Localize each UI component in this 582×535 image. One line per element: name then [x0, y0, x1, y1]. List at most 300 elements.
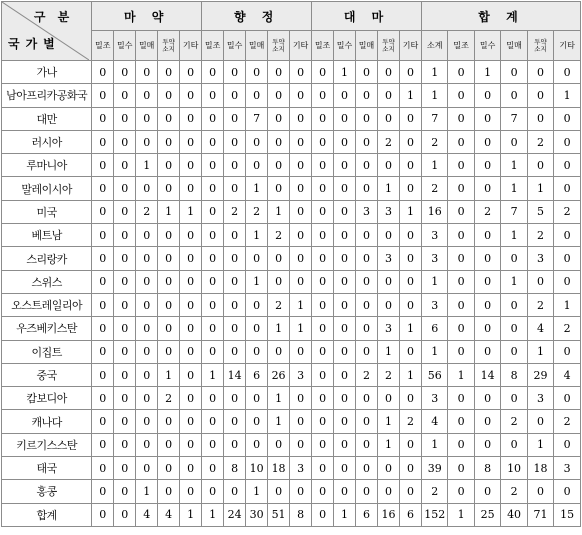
group-header-psychotropics: 향 정 [202, 2, 312, 31]
value-cell: 0 [399, 177, 421, 200]
value-cell: 0 [474, 317, 500, 340]
value-cell: 0 [114, 480, 136, 503]
value-cell: 0 [158, 457, 180, 480]
subheader-psychotropics-2: 밀매 [246, 31, 268, 61]
value-cell: 0 [312, 410, 334, 433]
value-cell: 0 [312, 293, 334, 316]
value-cell: 0 [158, 84, 180, 107]
value-cell: 2 [246, 200, 268, 223]
value-cell: 0 [474, 177, 500, 200]
subheader-narcotics-0: 밀조 [92, 31, 114, 61]
country-name-cell: 이집트 [2, 340, 92, 363]
value-cell: 0 [268, 84, 290, 107]
value-cell: 1 [421, 433, 447, 456]
value-cell: 1 [399, 363, 421, 386]
value-cell: 0 [92, 84, 114, 107]
country-name-cell: 가나 [2, 61, 92, 84]
value-cell: 0 [356, 177, 378, 200]
value-cell: 0 [224, 130, 246, 153]
table-row [2, 84, 581, 107]
value-cell: 25 [474, 503, 500, 526]
value-cell: 0 [290, 410, 312, 433]
value-cell: 2 [527, 130, 553, 153]
value-cell: 2 [421, 177, 447, 200]
value-cell: 0 [312, 480, 334, 503]
value-cell: 1 [554, 84, 581, 107]
value-cell: 1 [399, 84, 421, 107]
value-cell: 0 [501, 130, 527, 153]
subheader-total-2: 밀수 [474, 31, 500, 61]
value-cell: 0 [527, 107, 553, 130]
value-cell: 0 [92, 387, 114, 410]
value-cell: 0 [312, 200, 334, 223]
value-cell: 0 [202, 154, 224, 177]
subheader-cannabis-4: 기타 [399, 31, 421, 61]
value-cell: 1 [246, 224, 268, 247]
value-cell: 0 [92, 154, 114, 177]
value-cell: 0 [136, 130, 158, 153]
country-name-cell: 스리랑카 [2, 247, 92, 270]
subheader-psychotropics-4: 기타 [290, 31, 312, 61]
table-row [2, 200, 581, 223]
value-cell: 0 [399, 247, 421, 270]
value-cell: 0 [224, 247, 246, 270]
value-cell: 0 [448, 84, 474, 107]
value-cell: 0 [290, 107, 312, 130]
subheader-psychotropics-3: 투약 소지 [268, 31, 290, 61]
table-row [2, 340, 581, 363]
value-cell: 0 [474, 387, 500, 410]
value-cell: 2 [399, 410, 421, 433]
value-cell: 0 [136, 107, 158, 130]
value-cell: 0 [136, 433, 158, 456]
table-row [2, 154, 581, 177]
value-cell: 0 [312, 340, 334, 363]
value-cell: 0 [92, 457, 114, 480]
value-cell: 14 [224, 363, 246, 386]
value-cell: 0 [180, 130, 202, 153]
value-cell: 0 [399, 433, 421, 456]
value-cell: 26 [268, 363, 290, 386]
value-cell: 0 [92, 177, 114, 200]
value-cell: 4 [421, 410, 447, 433]
value-cell: 51 [268, 503, 290, 526]
value-cell: 1 [501, 177, 527, 200]
value-cell: 1 [268, 200, 290, 223]
value-cell: 0 [268, 61, 290, 84]
value-cell: 1 [399, 200, 421, 223]
value-cell: 0 [158, 317, 180, 340]
value-cell: 0 [246, 317, 268, 340]
value-cell: 0 [334, 340, 356, 363]
value-cell: 0 [136, 177, 158, 200]
value-cell: 0 [114, 200, 136, 223]
value-cell: 0 [312, 247, 334, 270]
value-cell: 0 [246, 293, 268, 316]
value-cell: 0 [290, 130, 312, 153]
value-cell: 1 [246, 480, 268, 503]
value-cell: 0 [334, 293, 356, 316]
value-cell: 0 [527, 270, 553, 293]
value-cell: 0 [92, 107, 114, 130]
value-cell: 1 [290, 293, 312, 316]
value-cell: 0 [501, 84, 527, 107]
value-cell: 0 [334, 107, 356, 130]
value-cell: 0 [377, 154, 399, 177]
value-cell: 0 [224, 293, 246, 316]
value-cell: 1 [448, 363, 474, 386]
value-cell: 0 [356, 107, 378, 130]
value-cell: 1 [202, 503, 224, 526]
subheader-narcotics-1: 밀수 [114, 31, 136, 61]
value-cell: 0 [136, 457, 158, 480]
value-cell: 0 [448, 340, 474, 363]
value-cell: 0 [92, 503, 114, 526]
value-cell: 0 [377, 293, 399, 316]
value-cell: 0 [290, 84, 312, 107]
value-cell: 0 [356, 293, 378, 316]
country-name-cell: 미국 [2, 200, 92, 223]
value-cell: 0 [356, 84, 378, 107]
value-cell: 4 [554, 363, 581, 386]
value-cell: 0 [136, 61, 158, 84]
value-cell: 71 [527, 503, 553, 526]
value-cell: 0 [180, 270, 202, 293]
value-cell: 0 [399, 270, 421, 293]
value-cell: 0 [224, 340, 246, 363]
value-cell: 0 [290, 200, 312, 223]
value-cell: 0 [290, 154, 312, 177]
value-cell: 0 [554, 433, 581, 456]
value-cell: 3 [377, 317, 399, 340]
value-cell: 0 [92, 270, 114, 293]
value-cell: 0 [554, 224, 581, 247]
value-cell: 3 [290, 363, 312, 386]
value-cell: 0 [268, 340, 290, 363]
value-cell: 1 [377, 177, 399, 200]
drug-crime-table-container [1, 1, 581, 527]
table-row-total [2, 503, 581, 526]
value-cell: 0 [202, 200, 224, 223]
value-cell: 0 [334, 363, 356, 386]
value-cell: 0 [474, 270, 500, 293]
value-cell: 0 [202, 410, 224, 433]
value-cell: 30 [246, 503, 268, 526]
corner-label-category: 구 분 [33, 10, 74, 24]
subheader-cannabis-1: 밀수 [334, 31, 356, 61]
value-cell: 0 [312, 130, 334, 153]
subheader-cannabis-0: 밀조 [312, 31, 334, 61]
value-cell: 1 [501, 154, 527, 177]
value-cell: 0 [474, 247, 500, 270]
value-cell: 1 [501, 270, 527, 293]
value-cell: 0 [527, 154, 553, 177]
group-header-narcotics: 마 약 [92, 2, 202, 31]
value-cell: 0 [334, 433, 356, 456]
value-cell: 152 [421, 503, 447, 526]
value-cell: 7 [246, 107, 268, 130]
value-cell: 0 [554, 107, 581, 130]
value-cell: 0 [246, 410, 268, 433]
value-cell: 0 [224, 480, 246, 503]
value-cell: 0 [114, 61, 136, 84]
value-cell: 0 [554, 387, 581, 410]
value-cell: 0 [474, 480, 500, 503]
value-cell: 10 [246, 457, 268, 480]
value-cell: 0 [554, 130, 581, 153]
value-cell: 4 [158, 503, 180, 526]
value-cell: 2 [474, 200, 500, 223]
value-cell: 0 [114, 293, 136, 316]
value-cell: 0 [202, 293, 224, 316]
value-cell: 0 [246, 247, 268, 270]
value-cell: 0 [290, 387, 312, 410]
value-cell: 0 [246, 61, 268, 84]
subheader-total-4: 투약 소지 [527, 31, 553, 61]
value-cell: 0 [114, 387, 136, 410]
value-cell: 4 [136, 503, 158, 526]
value-cell: 0 [114, 270, 136, 293]
value-cell: 0 [474, 84, 500, 107]
value-cell: 0 [448, 107, 474, 130]
value-cell: 0 [180, 247, 202, 270]
value-cell: 0 [114, 457, 136, 480]
value-cell: 0 [356, 410, 378, 433]
value-cell: 0 [92, 480, 114, 503]
value-cell: 1 [421, 84, 447, 107]
value-cell: 0 [356, 61, 378, 84]
value-cell: 0 [527, 410, 553, 433]
value-cell: 0 [92, 317, 114, 340]
value-cell: 0 [356, 387, 378, 410]
group-header-cannabis: 대 마 [312, 2, 422, 31]
value-cell: 0 [399, 107, 421, 130]
value-cell: 0 [136, 387, 158, 410]
value-cell: 0 [180, 317, 202, 340]
value-cell: 2 [554, 317, 581, 340]
value-cell: 0 [448, 177, 474, 200]
value-cell: 1 [268, 317, 290, 340]
value-cell: 0 [246, 387, 268, 410]
value-cell: 39 [421, 457, 447, 480]
value-cell: 2 [136, 200, 158, 223]
value-cell: 2 [356, 363, 378, 386]
value-cell: 0 [474, 224, 500, 247]
value-cell: 0 [268, 107, 290, 130]
value-cell: 0 [501, 340, 527, 363]
value-cell: 0 [246, 84, 268, 107]
value-cell: 0 [356, 317, 378, 340]
subheader-cannabis-3: 투약 소지 [377, 31, 399, 61]
value-cell: 0 [554, 177, 581, 200]
value-cell: 0 [448, 154, 474, 177]
subheader-psychotropics-1: 밀수 [224, 31, 246, 61]
value-cell: 0 [356, 130, 378, 153]
value-cell: 0 [158, 293, 180, 316]
table-row [2, 410, 581, 433]
value-cell: 0 [158, 480, 180, 503]
value-cell: 1 [421, 270, 447, 293]
value-cell: 0 [202, 317, 224, 340]
value-cell: 0 [399, 224, 421, 247]
value-cell: 0 [224, 84, 246, 107]
value-cell: 0 [92, 61, 114, 84]
value-cell: 0 [356, 340, 378, 363]
value-cell: 0 [136, 317, 158, 340]
value-cell: 0 [448, 61, 474, 84]
value-cell: 2 [377, 130, 399, 153]
value-cell: 0 [312, 107, 334, 130]
table-row [2, 387, 581, 410]
value-cell: 8 [290, 503, 312, 526]
value-cell: 0 [158, 433, 180, 456]
value-cell: 0 [312, 177, 334, 200]
value-cell: 0 [501, 387, 527, 410]
value-cell: 0 [399, 293, 421, 316]
value-cell: 0 [92, 340, 114, 363]
value-cell: 0 [158, 107, 180, 130]
value-cell: 3 [421, 224, 447, 247]
value-cell: 0 [202, 130, 224, 153]
value-cell: 2 [268, 293, 290, 316]
value-cell: 0 [114, 224, 136, 247]
value-cell: 0 [334, 410, 356, 433]
value-cell: 0 [501, 293, 527, 316]
value-cell: 0 [180, 410, 202, 433]
value-cell: 0 [448, 270, 474, 293]
value-cell: 0 [448, 410, 474, 433]
value-cell: 0 [377, 84, 399, 107]
value-cell: 0 [114, 503, 136, 526]
value-cell: 0 [399, 154, 421, 177]
value-cell: 8 [501, 363, 527, 386]
value-cell: 0 [92, 363, 114, 386]
value-cell: 0 [224, 410, 246, 433]
value-cell: 56 [421, 363, 447, 386]
value-cell: 15 [554, 503, 581, 526]
subheader-narcotics-2: 밀매 [136, 31, 158, 61]
header-row-groups [2, 2, 581, 31]
value-cell: 0 [180, 154, 202, 177]
value-cell: 3 [421, 387, 447, 410]
value-cell: 1 [527, 340, 553, 363]
value-cell: 0 [224, 317, 246, 340]
value-cell: 1 [180, 503, 202, 526]
value-cell: 0 [180, 387, 202, 410]
value-cell: 0 [202, 61, 224, 84]
value-cell: 0 [448, 317, 474, 340]
value-cell: 1 [290, 317, 312, 340]
value-cell: 0 [474, 410, 500, 433]
value-cell: 0 [114, 130, 136, 153]
value-cell: 7 [501, 107, 527, 130]
table-row [2, 433, 581, 456]
value-cell: 0 [92, 130, 114, 153]
value-cell: 0 [180, 363, 202, 386]
subheader-narcotics-4: 기타 [180, 31, 202, 61]
value-cell: 0 [180, 61, 202, 84]
value-cell: 3 [554, 457, 581, 480]
table-row [2, 177, 581, 200]
value-cell: 1 [268, 387, 290, 410]
value-cell: 0 [224, 154, 246, 177]
value-cell: 0 [136, 340, 158, 363]
value-cell: 0 [202, 107, 224, 130]
value-cell: 2 [554, 200, 581, 223]
value-cell: 0 [180, 433, 202, 456]
value-cell: 0 [448, 457, 474, 480]
value-cell: 0 [158, 61, 180, 84]
value-cell: 0 [202, 340, 224, 363]
value-cell: 0 [136, 293, 158, 316]
country-name-cell: 홍콩 [2, 480, 92, 503]
value-cell: 0 [448, 293, 474, 316]
value-cell: 4 [527, 317, 553, 340]
value-cell: 0 [474, 107, 500, 130]
country-name-cell: 루마니아 [2, 154, 92, 177]
country-name-cell: 대만 [2, 107, 92, 130]
value-cell: 0 [114, 154, 136, 177]
value-cell: 1 [136, 154, 158, 177]
value-cell: 0 [114, 247, 136, 270]
value-cell: 0 [334, 247, 356, 270]
value-cell: 1 [377, 433, 399, 456]
value-cell: 0 [290, 270, 312, 293]
value-cell: 2 [421, 480, 447, 503]
value-cell: 0 [448, 387, 474, 410]
value-cell: 2 [268, 224, 290, 247]
value-cell: 0 [554, 270, 581, 293]
value-cell: 6 [246, 363, 268, 386]
value-cell: 3 [527, 247, 553, 270]
value-cell: 0 [158, 410, 180, 433]
value-cell: 1 [399, 317, 421, 340]
value-cell: 0 [501, 317, 527, 340]
value-cell: 0 [474, 340, 500, 363]
value-cell: 1 [136, 480, 158, 503]
value-cell: 0 [554, 154, 581, 177]
value-cell: 0 [554, 340, 581, 363]
value-cell: 2 [527, 224, 553, 247]
table-row [2, 363, 581, 386]
value-cell: 0 [202, 247, 224, 270]
value-cell: 0 [158, 270, 180, 293]
value-cell: 0 [202, 457, 224, 480]
value-cell: 18 [268, 457, 290, 480]
value-cell: 8 [474, 457, 500, 480]
value-cell: 2 [377, 363, 399, 386]
value-cell: 2 [158, 387, 180, 410]
value-cell: 0 [180, 224, 202, 247]
value-cell: 0 [224, 387, 246, 410]
value-cell: 0 [527, 84, 553, 107]
value-cell: 0 [224, 107, 246, 130]
value-cell: 0 [268, 130, 290, 153]
value-cell: 1 [421, 61, 447, 84]
value-cell: 2 [554, 410, 581, 433]
value-cell: 1 [474, 61, 500, 84]
subheader-total-1: 밀조 [448, 31, 474, 61]
value-cell: 0 [158, 154, 180, 177]
value-cell: 0 [114, 177, 136, 200]
value-cell: 1 [180, 200, 202, 223]
value-cell: 0 [334, 480, 356, 503]
value-cell: 1 [202, 363, 224, 386]
value-cell: 0 [136, 247, 158, 270]
value-cell: 0 [92, 293, 114, 316]
value-cell: 0 [312, 457, 334, 480]
table-row [2, 293, 581, 316]
